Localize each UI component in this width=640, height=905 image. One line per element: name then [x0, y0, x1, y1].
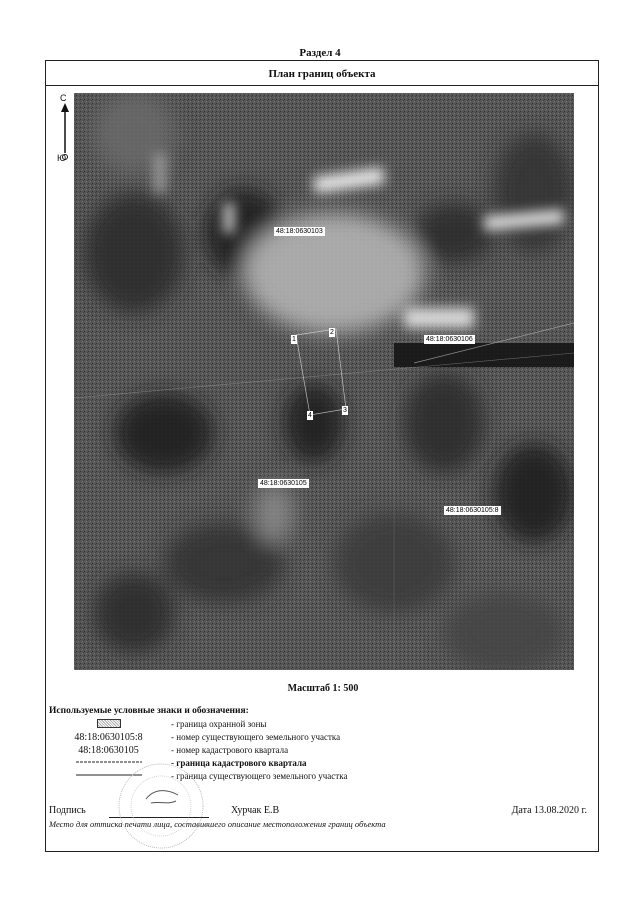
legend-symbol-text: 48:18:0630105:8 [74, 732, 143, 743]
scale-label: Масштаб 1: 500 [287, 683, 359, 694]
plan-title: План границ объекта [46, 61, 598, 86]
legend-description: - граница кадастрового квартала [171, 758, 307, 768]
parcel-label: 48:18:0630106 [426, 336, 473, 343]
legend-description: - номер существующего земельного участка [171, 732, 341, 742]
vertex-label: 4 [308, 412, 312, 419]
satellite-map [74, 93, 574, 670]
protection-zone-symbol [97, 719, 121, 728]
legend-item-protection-zone [46, 719, 600, 732]
document-frame [45, 60, 599, 852]
south-label: Ю [57, 153, 67, 163]
north-label: С [60, 93, 67, 103]
vertex-label: 3 [343, 407, 347, 414]
section-title: Раздел 4 [299, 47, 341, 59]
legend-title: Используемые условные знаки и обозначения: [49, 706, 249, 716]
legend-description: - граница существующего земельного участка [171, 771, 348, 781]
seal-stamp [116, 761, 206, 851]
map-imagery [74, 93, 574, 670]
vertex-label: 1 [292, 336, 296, 343]
signature-label: Подпись [49, 805, 86, 816]
legend-item-quarter-number [46, 745, 600, 758]
vertex-label: 2 [330, 329, 334, 336]
parcel-label: 48:18:0630103 [276, 228, 323, 235]
signature-date: Дата 13.08.2020 г. [511, 805, 587, 816]
north-arrow [58, 93, 72, 173]
legend-item-parcel-number [46, 732, 600, 745]
legend-description: - граница охранной зоны [171, 719, 267, 729]
stamp-note: Место для оттиска печати лица, составившего описание местоположения границ объекта [49, 819, 386, 829]
parcel-label: 48:18:0630105:8 [446, 507, 499, 514]
legend-symbol-text: 48:18:0630105 [78, 745, 139, 756]
legend-description: - номер кадастрового квартала [171, 745, 289, 755]
parcel-label: 48:18:0630105 [260, 480, 307, 487]
signer-name: Хурчак Е.В [231, 805, 280, 816]
